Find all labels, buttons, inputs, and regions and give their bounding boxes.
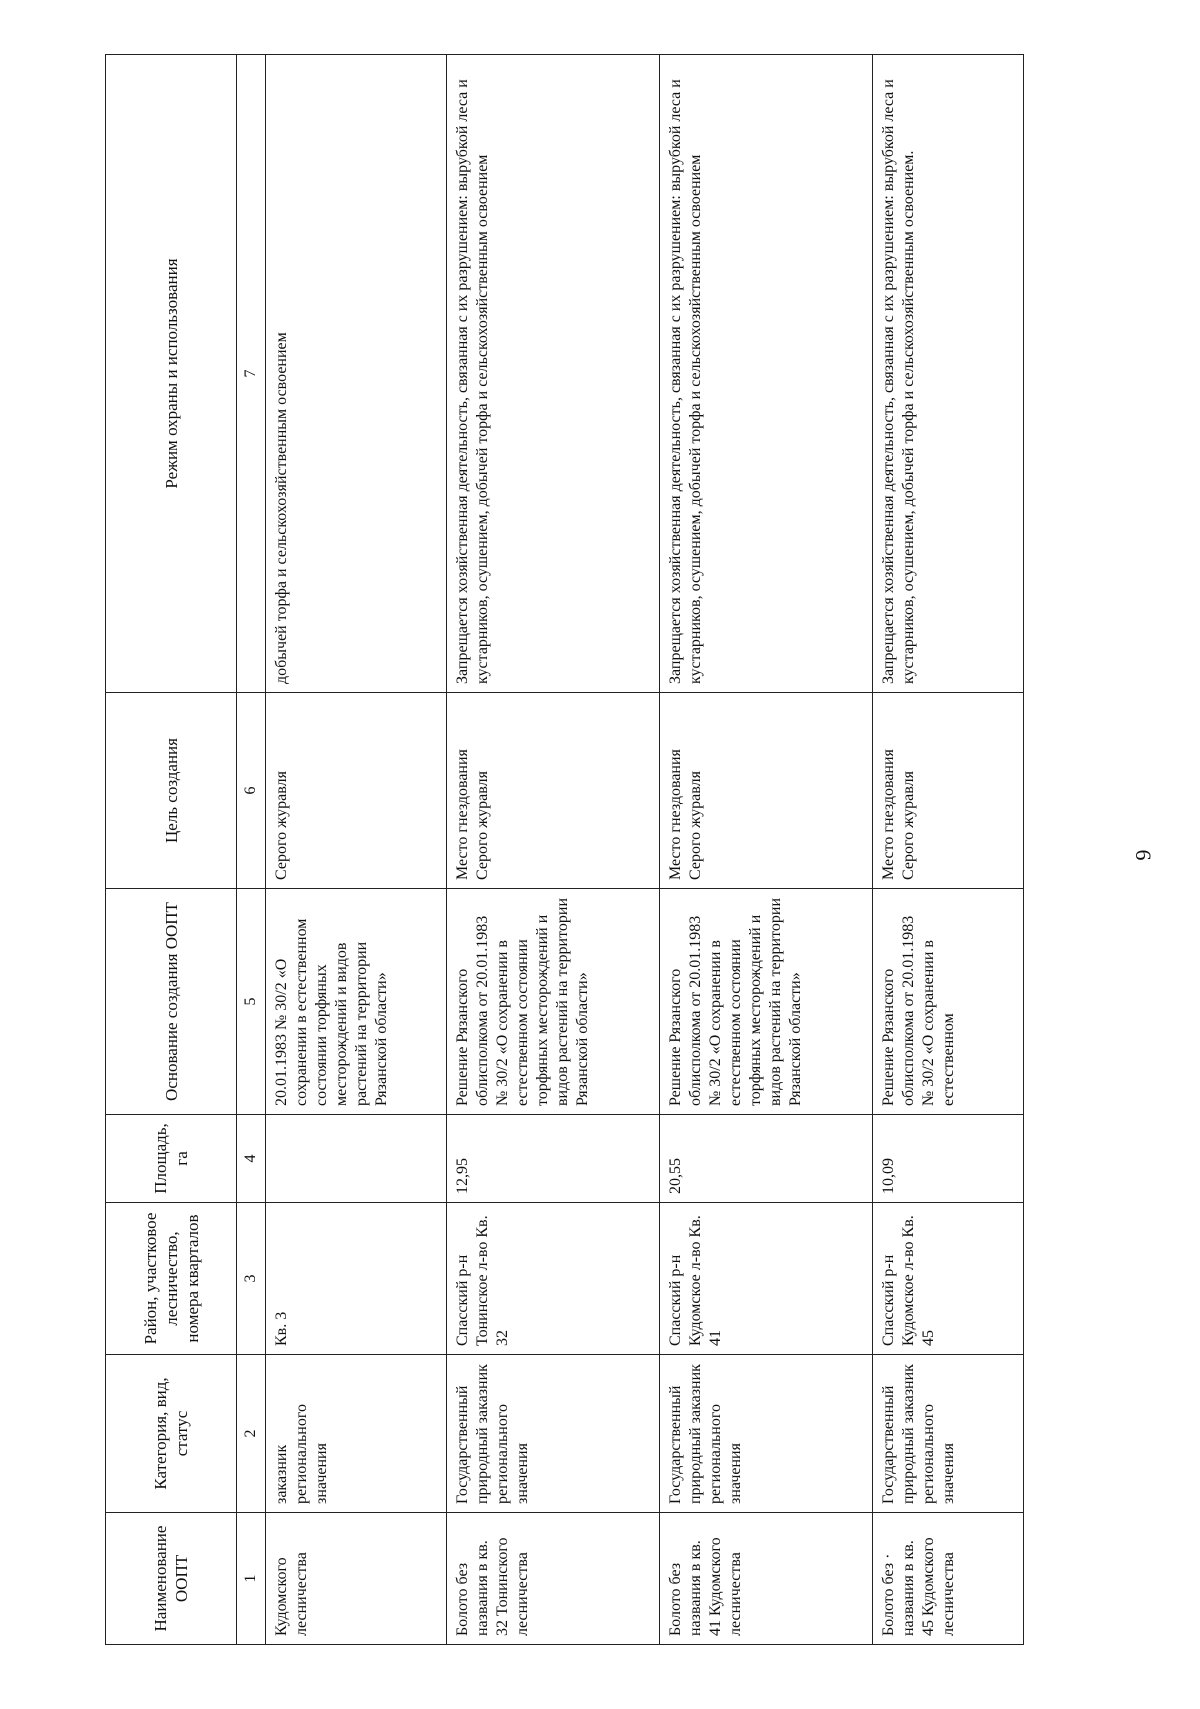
cell-category: Государственный природный заказник регионального значения	[873, 1355, 1024, 1513]
rotated-page	[25, 25, 1175, 1685]
table-row	[873, 55, 1024, 1645]
table-row	[266, 55, 447, 1645]
cell-district: Спасский р-н Кудомское л-во Кв. 41	[660, 1203, 873, 1355]
cell-regime: Запрещается хозяйственная деятельность, связанная с их разрушением: вырубкой леса и кустарников, осушением, добычей торфа и сельскохозяйственным освоением	[447, 55, 660, 693]
cell-area: 20,55	[660, 1115, 873, 1203]
column-number: 4	[237, 1115, 266, 1203]
cell-basis: 20.01.1983 № 30/2 «О сохранении в естественном состоянии торфяных месторождений и видов растений на территории Рязанской области»	[266, 889, 447, 1115]
column-number: 2	[237, 1355, 266, 1513]
cell-basis: Решение Рязанского облисполкома от 20.01.1983 № 30/2 «О сохранении в естественном состоянии торфяных месторождений и видов растений на территории Рязанской области»	[660, 889, 873, 1115]
header-name: Наименование ООПТ	[106, 1513, 237, 1645]
cell-name: Кудомского лесничества	[266, 1513, 447, 1645]
cell-purpose: Место гнездования Серого журавля	[447, 693, 660, 889]
cell-area: 12,95	[447, 1115, 660, 1203]
cell-category: Государственный природный заказник регионального значения	[660, 1355, 873, 1513]
column-number: 6	[237, 693, 266, 889]
cell-district: Спасский р-н Тонинское л-во Кв. 32	[447, 1203, 660, 1355]
column-number: 1	[237, 1513, 266, 1645]
page-number: 6	[1131, 849, 1156, 861]
column-number-row	[237, 55, 266, 1645]
cell-category: Государственный природный заказник регионального значения	[447, 1355, 660, 1513]
header-purpose: Цель создания	[106, 693, 237, 889]
column-number: 3	[237, 1203, 266, 1355]
table-row	[660, 55, 873, 1645]
header-category: Категория, вид, статус	[106, 1355, 237, 1513]
cell-regime: Запрещается хозяйственная деятельность, связанная с их разрушением: вырубкой леса и кустарников, осушением, добычей торфа и сельскохозяйственным освоением.	[873, 55, 1024, 693]
cell-district: Кв. 3	[266, 1203, 447, 1355]
cell-name: Болото без названия в кв. 41 Кудомского лесничества	[660, 1513, 873, 1645]
cell-name: Болото без · названия в кв. 45 Кудомского лесничества	[873, 1513, 1024, 1645]
header-row	[106, 55, 237, 1645]
table-row	[447, 55, 660, 1645]
cell-regime: Запрещается хозяйственная деятельность, связанная с их разрушением: вырубкой леса и кустарников, осушением, добычей торфа и сельскохозяйственным освоением	[660, 55, 873, 693]
header-district: Район, участковое лесничество, номера кварталов	[106, 1203, 237, 1355]
column-number: 5	[237, 889, 266, 1115]
cell-area	[266, 1115, 447, 1203]
header-basis: Основание создания ООПТ	[106, 889, 237, 1115]
cell-purpose: Место гнездования Серого журавля	[660, 693, 873, 889]
cell-area: 10,09	[873, 1115, 1024, 1203]
cell-category: заказник регионального значения	[266, 1355, 447, 1513]
cell-purpose: Место гнездования Серого журавля	[873, 693, 1024, 889]
cell-basis: Решение Рязанского облисполкома от 20.01.1983 № 30/2 «О сохранении в естественном	[873, 889, 1024, 1115]
cell-district: Спасский р-н Кудомское л-во Кв. 45	[873, 1203, 1024, 1355]
cell-name: Болото без названия в кв. 32 Тонинского лесничества	[447, 1513, 660, 1645]
cell-basis: Решение Рязанского облисполкома от 20.01.1983 № 30/2 «О сохранении в естественном состоянии торфяных месторождений и видов растений на территории Рязанской области»	[447, 889, 660, 1115]
cell-purpose: Серого журавля	[266, 693, 447, 889]
column-number: 7	[237, 55, 266, 693]
header-regime: Режим охраны и использования	[106, 55, 237, 693]
cell-regime: добычей торфа и сельскохозяйственным освоением	[266, 55, 447, 693]
header-area: Площадь, га	[106, 1115, 237, 1203]
oopt-table	[105, 54, 1024, 1645]
